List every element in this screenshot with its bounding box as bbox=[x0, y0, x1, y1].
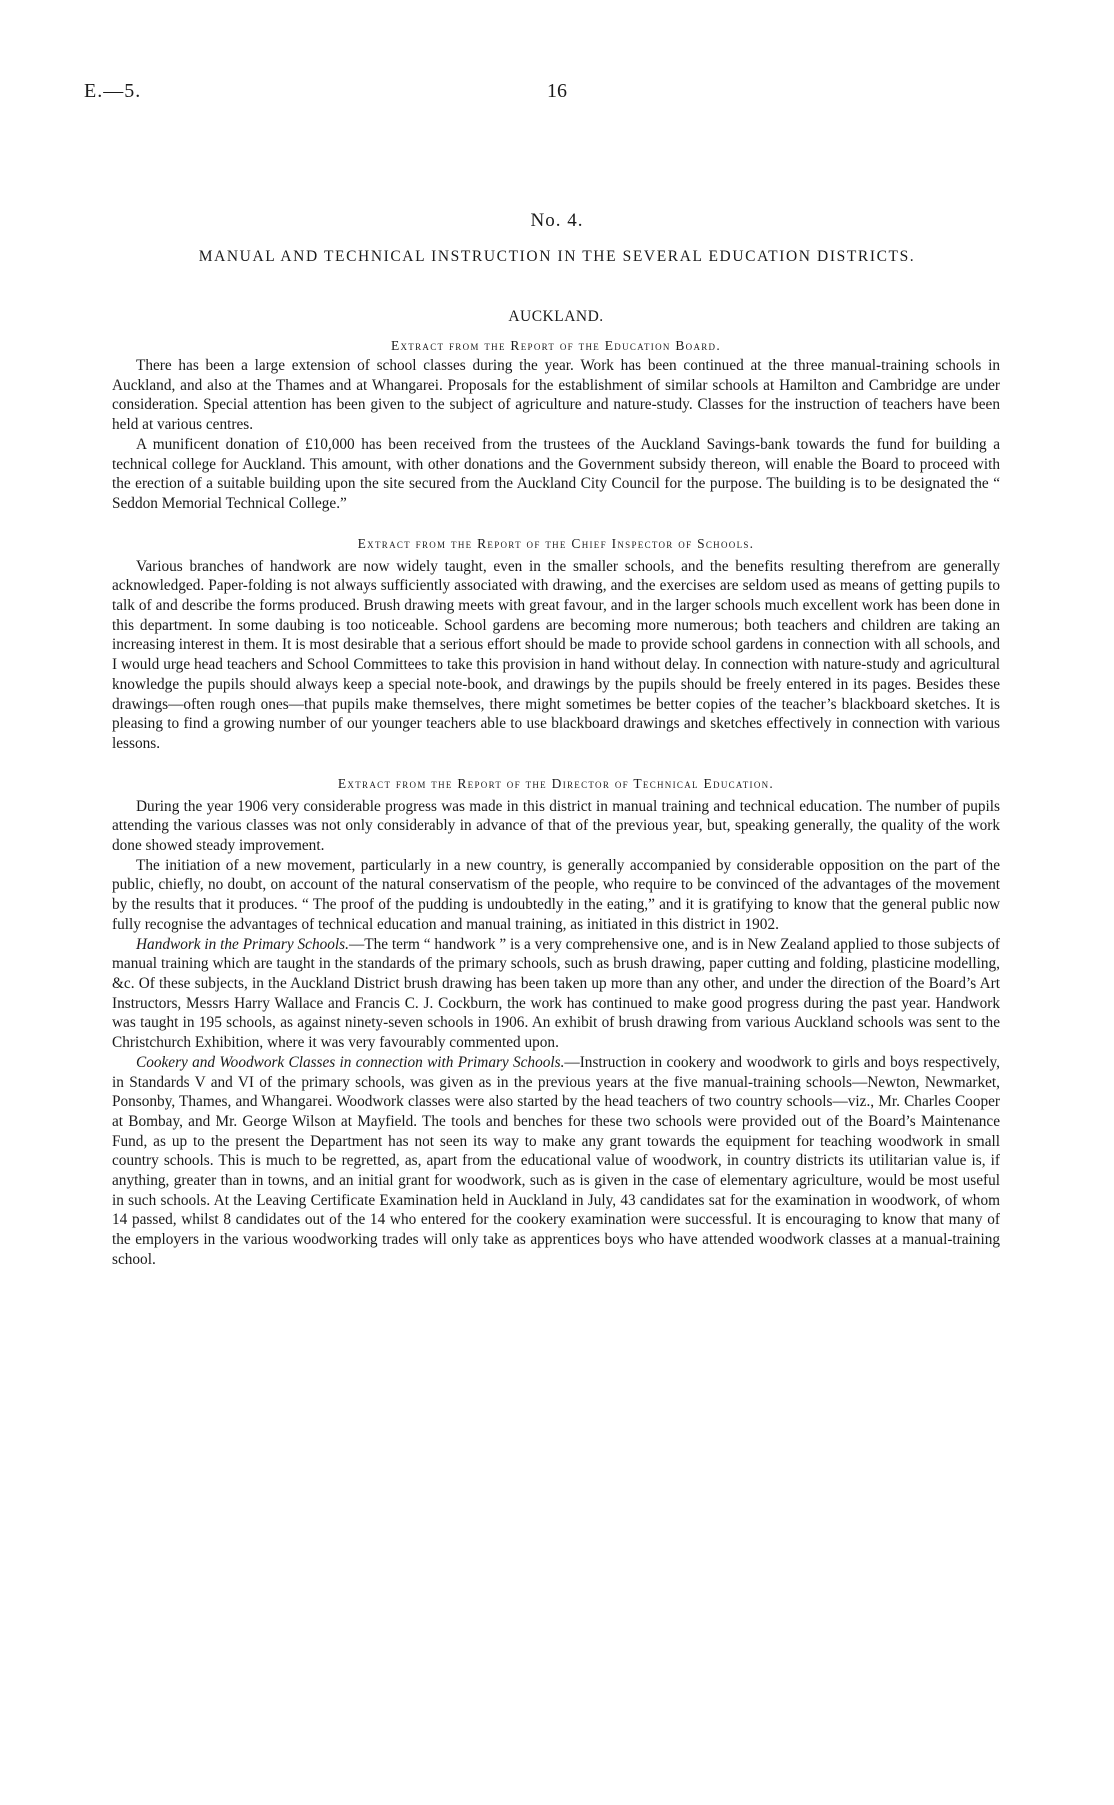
handwork-lead: Handwork in the Primary Schools. bbox=[136, 935, 349, 953]
report-code: E.—5. bbox=[84, 80, 142, 102]
page-number: 16 bbox=[547, 80, 567, 102]
document-body bbox=[112, 308, 1000, 1270]
cookery-paragraph bbox=[112, 1053, 1000, 1270]
section-number: No. 4. bbox=[530, 210, 584, 231]
board-extract-heading: Extract from the Report of the Education Board. bbox=[390, 338, 722, 353]
cookery-lead: Cookery and Woodwork Classes in connection with Primary Schools. bbox=[136, 1053, 565, 1071]
inspector-paragraph: Various branches of handwork are now widely taught, even in the smaller schools, and the benefits resulting therefrom are generally acknowledged. Paper-folding is not always sufficiently associated with drawing, and the exercises are seldom used as means of getting pupils to talk of and describe the forms produced. Brush drawing meets with great favour, and in the larger schools much excellent work has been done in this department. In some daubing is too noticeable. School gardens are becoming more numerous; both teachers and children are taking an increasing interest in them. It is most desirable that a serious effort should be made to provide school gardens in connection with all schools, and I would urge head teachers and School Committees to take this provision in hand without delay. In connection with nature-study and agricultural knowledge the pupils should always keep a special note-book, and drawings by the pupils should be freely entered in its pages. Besides these drawings—often rough ones—that pupils make themselves, there might sometimes be better copies of the teacher’s blackboard sketches. It is pleasing to find a growing number of our younger teachers able to use blackboard drawings and sketches effectively in connection with various lessons. bbox=[112, 557, 1000, 752]
board-paragraph: A munificent donation of £10,000 has been received from the trustees of the Auckland Savings-bank towards the fund for building a technical college for Auckland. This amount, with other donations and the Government subsidy thereon, will enable the Board to proceed with the erection of a suitable building upon the site secured from the Auckland City Council for the purpose. The building is to be designated the “ Seddon Memorial Technical College.” bbox=[112, 435, 1000, 512]
director-paragraph: During the year 1906 very considerable progress was made in this district in manual training and technical education. The number of pupils attending the various classes was not only considerably in advance of that of the previous year, but, speaking generally, the quality of the work done showed steady improvement. bbox=[112, 797, 1000, 855]
inspector-extract-heading: Extract from the Report of the Chief Inspector of Schools. bbox=[357, 535, 755, 551]
board-paragraph: There has been a large extension of school classes during the year. Work has been continued at the three manual-training schools in Auckland, and also at the Thames and at Whangarei. Proposals for the establishment of similar schools at Hamilton and Cambridge are under consideration. Special attention has been given to the subject of agriculture and nature-study. Classes for the instruction of teachers have been held at various centres. bbox=[112, 357, 1000, 434]
director-paragraph: The initiation of a new movement, particularly in a new country, is generally accompanied by considerable opposition on the part of the public, chiefly, no doubt, on account of the natural conservatism of the people, who require to be convinced of the advantages of the movement by the results that it produces. “ The proof of the pudding is undoubtedly in the eating,” and it is gratifying to know that the general public now fully recognise the advantages of technical education and manual training, as initiated in this district in 1902. bbox=[112, 856, 1000, 933]
main-title: MANUAL AND TECHNICAL INSTRUCTION IN THE SEVERAL EDUCATION DISTRICTS. bbox=[198, 248, 916, 265]
handwork-text: —The term “ handwork ” is a very comprehensive one, and is in New Zealand applied to those subjects of manual training which are taught in the standards of the primary schools, such as brush drawing, paper cutting and folding, plasticine modelling, &c. Of these subjects, in the Auckland District brush drawing has been taken up more than any other, and under the direction of the Board’s Art Instructors, Messrs Harry Wallace and Francis C. J. Cockburn, the work has continued to make good progress during the past year. Handwork was taught in 195 schools, as against ninety-seven schools in 1906. An exhibit of brush drawing from various Auckland schools was sent to the Christchurch Exhibition, where it was very favourably commented upon. bbox=[112, 935, 1000, 1052]
cookery-text: —Instruction in cookery and woodwork to girls and boys respectively, in Standards V and VI of the primary schools, was given as in the previous years at the five manual-training schools—Newton, Newmarket, Ponsonby, Thames, and Whangarei. Woodwork classes were also started by the head teachers of two country schools—viz., Mr. Charles Cooper at Bombay, and Mr. George Wilson at Mayfield. The tools and benches for these two schools were provided out of the Board’s Maintenance Fund, as up to the present the Department has not seen its way to make any grant towards the equipment for teaching woodwork in small country schools. This is much to be regretted, as, apart from the educational value of woodwork, in country districts its utilitarian value is, if anything, greater than in towns, and an initial grant for woodwork, such as is given in the case of elementary agriculture, would be most useful in such schools. At the Leaving Certificate Examination held in Auckland in July, 43 candidates sat for the examination in woodwork, of whom 14 passed, whilst 8 candidates out of the 14 who entered for the cookery examination were successful. It is encouraging to know that many of the employers in the various woodworking trades will only take as apprentices boys who have attended woodwork classes at a manual-training school. bbox=[112, 1053, 1000, 1268]
director-extract-heading: Extract from the Report of the Director of Technical Education. bbox=[337, 775, 775, 791]
district-heading: AUCKLAND. bbox=[508, 308, 604, 325]
handwork-paragraph bbox=[112, 935, 1000, 1053]
